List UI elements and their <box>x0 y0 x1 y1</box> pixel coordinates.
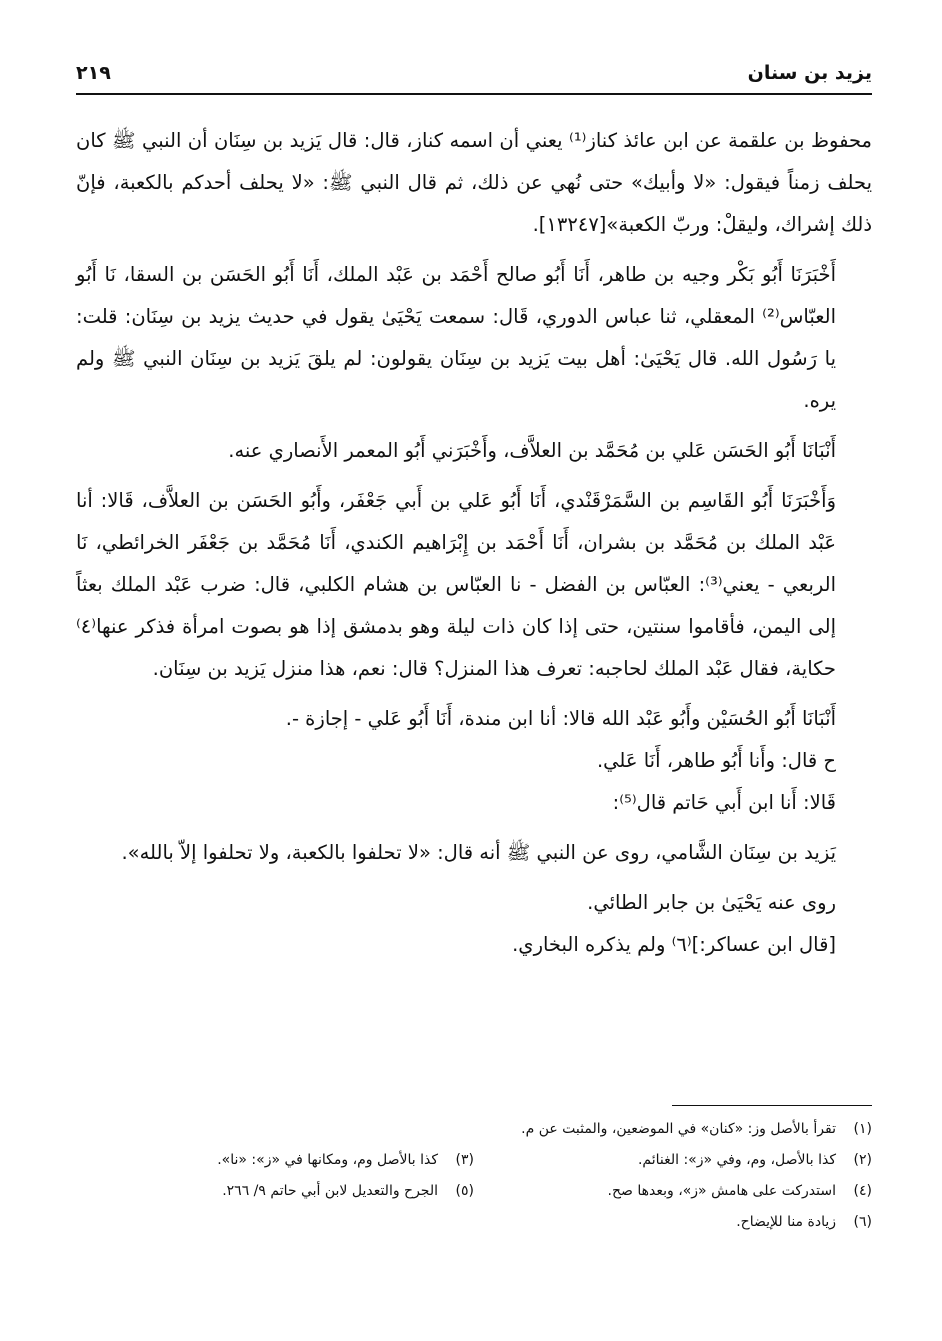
footnote-rule <box>672 1105 872 1106</box>
page-header <box>76 58 872 88</box>
footnote-row <box>76 1114 872 1145</box>
footnote-number: (٥) <box>455 1183 474 1199</box>
paragraph-9: روى عنه يَحْيَىٰ بن جابر الطائي. <box>587 891 836 914</box>
footnote-row <box>76 1207 872 1238</box>
footnote-text: زيادة منا للإيضاح. <box>736 1214 836 1230</box>
body-text <box>76 120 872 966</box>
footnote-text: كذا بالأصل وم، ومكانها في «ز»: «نا». <box>217 1152 438 1168</box>
footnote-number: (٤) <box>853 1183 872 1199</box>
footnote-3 <box>76 1145 474 1176</box>
footnote-text: الجرح والتعديل لابن أبي حاتم ٩/ ٢٦٦. <box>222 1183 438 1199</box>
paragraph-4: وَأَخْبَرَنَا أَبُو القَاسِم بن السَّمَرْقَنْدي، أَنَا أَبُو عَلي بن أَبي جَعْفَر، وأَبُو الحَسَن بن العلاَّف، قَالا: أنا عَبْد الملك بن مُحَمَّد بن بشران، أَنَا أَحْمَد بن إِبْرَاهيم الكندي، أَنَا مُحَمَّد بن جَعْفَر الخرائطي، نَا الربعي - يعني⁽³⁾: العبّاس بن الفضل - نا العبّاس بن هشام الكلبي، قال: ضرب عَبْد الملك بعثاً إلى اليمن، فأقاموا سنتين، حتى إذا كان ذات ليلة وهو بدمشق إذا هو بصوت امرأة فذكر عنها⁽٤⁾ حكاية، فقال عَبْد الملك لحاجبه: تعرف هذا المنزل؟ قال: نعم، هذا منزل يَزيد بن سِنَان. <box>76 489 836 680</box>
header-rule <box>76 93 872 95</box>
footnote-number: (٢) <box>853 1152 872 1168</box>
footnote-number: (١) <box>853 1121 872 1137</box>
footnote-row <box>76 1176 872 1207</box>
footnote-number: (٣) <box>455 1152 474 1168</box>
footnote-number: (٦) <box>853 1214 872 1230</box>
page-number: ٢١٩ <box>76 62 111 84</box>
footnote-text: تقرأ بالأصل وز: «كنان» في الموضعين، والمثبت عن م. <box>521 1121 836 1137</box>
paragraph-8: يَزيد بن سِنَان الشَّامي، روى عن النبي ﷺ أنه قال: «لا تحلفوا بالكعبة، ولا تحلفوا إلاّ بالله». <box>121 841 836 864</box>
paragraph-10: [قال ابن عساكر:]⁽٦⁾ ولم يذكره البخاري. <box>512 933 836 956</box>
paragraph-7: قَالا: أَنا ابن أَبي حَاتم قال⁽⁵⁾: <box>612 791 836 814</box>
paragraph-1: محفوظ بن علقمة عن ابن عائذ كناز⁽¹⁾ يعني أن اسمه كناز، قال: قال يَزيد بن سِنَان أن النبي ﷺ كان يحلف زمناً فيقول: «لا وأبيك» حتى نُهي عن ذلك، ثم قال النبي ﷺ: «لا يحلف أحدكم بالكعبة، فإنّ ذلك إشراك، وليقلْ: وربّ الكعبة»[١٣٢٤٧]. <box>76 129 872 236</box>
paragraph-3: أَنْبَانَا أَبُو الحَسَن عَلي بن مُحَمَّد بن العلاَّف، وأَخْبَرَني أَبُو المعمر الأَنصاري عنه. <box>228 439 836 462</box>
running-title: يزيد بن سنان <box>747 62 872 84</box>
paragraph-6: ح قال: وأَنا أَبُو طاهر، أَنَا عَلي. <box>596 749 836 772</box>
paragraph-5: أَنْبَانَا أَبُو الحُسَيْن وأَبُو عَبْد الله قالا: أنا ابن مندة، أَنَا أَبُو عَلي - إجازة -. <box>285 707 836 730</box>
footnote-row <box>76 1145 872 1176</box>
footnote-4 <box>474 1176 872 1207</box>
paragraph-2: أَخْبَرَنَا أَبُو بَكْر وجيه بن طاهر، أَنَا أَبُو صالح أَحْمَد بن عَبْد الملك، أَنَا أَبُو الحَسَن بن السقا، نَا أَبُو العبّاس⁽²⁾ المعقلي، ثنا عباس الدوري، قَال: سمعت يَحْيَىٰ يقول في حديث يزيد بن سِنَان: قلت: يا رَسُول الله. قال يَحْيَىٰ: أهل بيت يَزيد بن سِنَان يقولون: لم يلقَ يَزيد بن سِنَان النبي ﷺ ولم يره. <box>76 263 836 412</box>
footnote-2 <box>474 1145 872 1176</box>
footnotes <box>76 1105 872 1238</box>
footnote-text: استدركت على هامش «ز»، وبعدها صح. <box>607 1183 836 1199</box>
footnote-1 <box>76 1114 872 1145</box>
footnote-5 <box>76 1176 474 1207</box>
footnote-6 <box>76 1207 872 1238</box>
footnote-text: كذا بالأصل، وم، وفي «ز»: الغنائم. <box>637 1152 836 1168</box>
